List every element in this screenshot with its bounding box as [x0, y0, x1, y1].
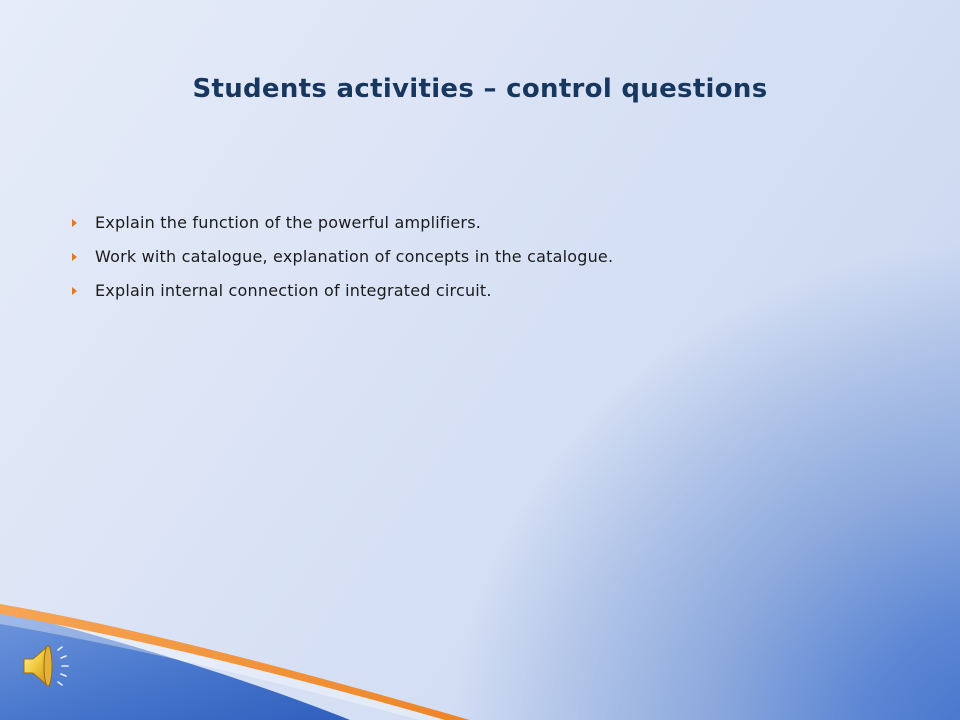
bullet-text: Explain the function of the powerful amplifiers.	[95, 212, 482, 232]
slide-title: Students activities – control questions	[192, 74, 768, 104]
speaker-icon[interactable]	[18, 638, 74, 694]
bullet-text: Explain internal connection of integrated circuit.	[95, 280, 492, 300]
bullet-text: Work with catalogue, explanation of concepts in the catalogue.	[95, 246, 614, 266]
